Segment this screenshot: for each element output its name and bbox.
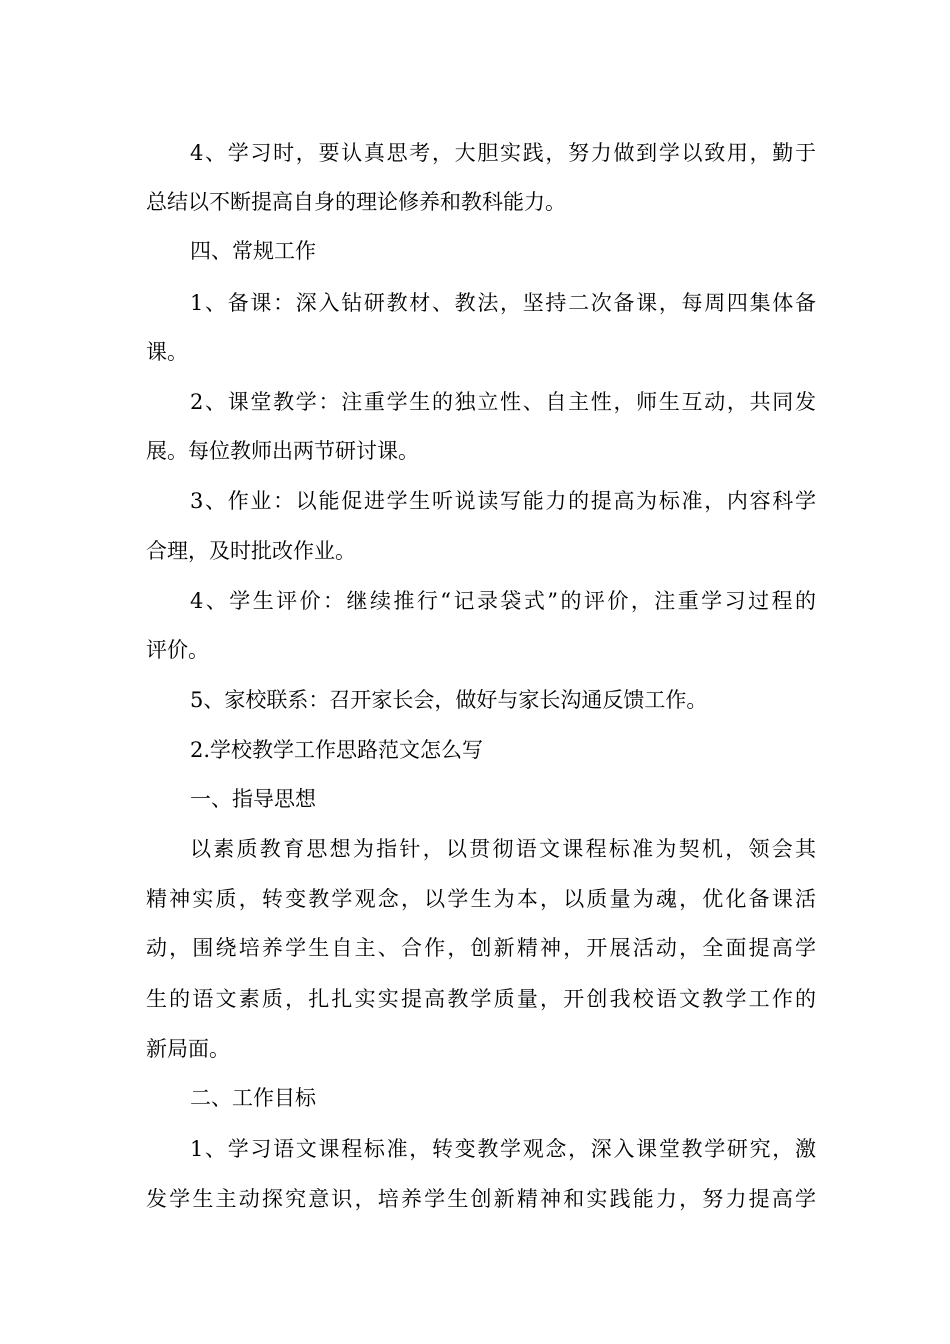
paragraph-line: 总结以不断提高自身的理论修养和教科能力。 [146, 190, 566, 214]
paragraph-line: 以素质教育思想为指针，以贯彻语文课程标准为契机，领会其 [190, 837, 816, 861]
section-heading: 二、工作目标 [190, 1086, 316, 1110]
section-heading: 四、常规工作 [190, 239, 316, 263]
paragraph-line: 4、学生评价：继续推行“记录袋式”的评价，注重学习过程的 [190, 589, 816, 613]
paragraph-line: 5、家校联系：召开家长会，做好与家长沟通反馈工作。 [190, 688, 708, 712]
paragraph-line: 新局面。 [146, 1037, 230, 1061]
paragraph-line: 2、课堂教学：注重学生的独立性、自主性，师生互动，共同发 [190, 390, 816, 414]
paragraph-line: 合理，及时批改作业。 [146, 539, 356, 563]
paragraph-line: 4、学习时，要认真思考，大胆实践，努力做到学以致用，勤于 [190, 141, 816, 165]
paragraph-line: 动，围绕培养学生自主、合作，创新精神，开展活动，全面提高学 [146, 936, 816, 960]
paragraph-line: 1、备课：深入钻研教材、教法，坚持二次备课，每周四集体备 [190, 291, 816, 315]
section-heading: 一、指导思想 [190, 787, 316, 811]
paragraph-line: 3、作业：以能促进学生听说读写能力的提高为标准，内容科学 [190, 489, 816, 513]
document-heading: 2.学校教学工作思路范文怎么写 [190, 738, 484, 762]
paragraph-line: 评价。 [146, 638, 209, 662]
paragraph-line: 发学生主动探究意识，培养学生创新精神和实践能力，努力提高学 [146, 1187, 816, 1211]
paragraph-line: 1、学习语文课程标准，转变教学观念，深入课堂教学研究，激 [190, 1137, 816, 1161]
paragraph-line: 课。 [146, 340, 188, 364]
paragraph-line: 精神实质，转变教学观念，以学生为本，以质量为魂，优化备课活 [146, 887, 816, 911]
paragraph-line: 展。每位教师出两节研讨课。 [146, 439, 419, 463]
paragraph-line: 生的语文素质，扎扎实实提高教学质量，开创我校语文教学工作的 [146, 987, 816, 1011]
